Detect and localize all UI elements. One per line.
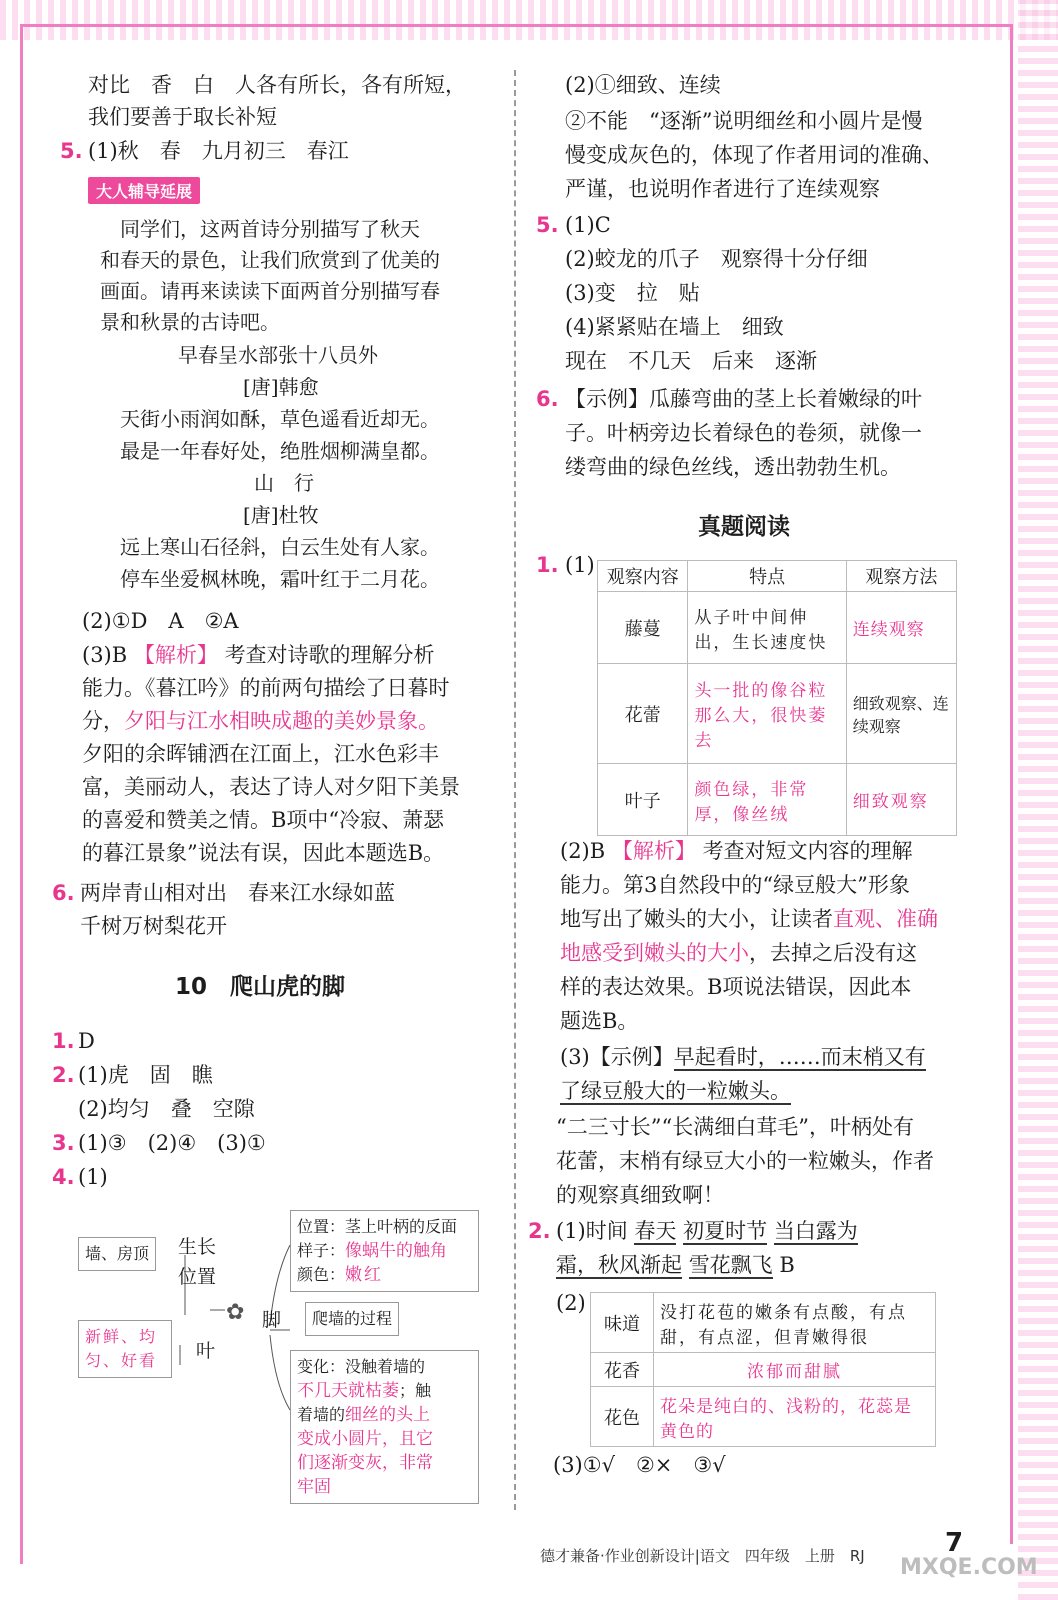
mindmap-handwriting: 们逐渐变灰，非常 — [297, 1453, 433, 1473]
analysis-highlight: 直观、准确 — [833, 907, 938, 931]
mindmap-node-grow: 生长 — [178, 1236, 217, 1258]
answer-line: 缕弯曲的绿色丝线，透出勃勃生机。 — [565, 455, 901, 479]
mindmap-node-leaf: 叶 — [196, 1340, 216, 1362]
answer-line — [556, 1216, 858, 1246]
table-cell: 浓郁而甜腻 — [654, 1353, 936, 1387]
mindmap-handwriting: 像蜗牛的触角 — [345, 1241, 448, 1261]
table-cell: 叶子 — [598, 764, 688, 836]
table-row — [598, 592, 957, 664]
question-number: 4. — [52, 1165, 75, 1189]
answer-line: (1)③ (2)④ (3)① — [78, 1131, 266, 1155]
table-header: 观察内容 — [598, 561, 688, 592]
table-cell: 花蕾 — [598, 664, 688, 764]
answer-line: 严谨，也说明作者进行了连续观察 — [565, 177, 880, 201]
question-number: 2. — [528, 1219, 551, 1243]
analysis-line — [560, 938, 917, 968]
poem-line: 远上寒山石径斜，白云生处有人家。 — [120, 535, 440, 559]
mindmap-text — [297, 1403, 472, 1427]
guide-line: 同学们，这两首诗分别描写了秋天 — [100, 217, 420, 241]
mindmap-box-position — [290, 1210, 479, 1292]
analysis-line — [560, 904, 938, 934]
analysis-line — [560, 836, 913, 866]
answer-line — [82, 640, 435, 670]
answer-line: (3)变 拉 贴 — [565, 281, 700, 305]
lesson-title: 10 爬山虎的脚 — [175, 974, 346, 1000]
analysis-highlight: 夕阳与江水相映成趣的美妙景象。 — [124, 709, 439, 733]
answer-line: (4)紧紧贴在墙上 细致 — [565, 315, 784, 339]
answer-line: 对比 香 白 人各有所长，各有所短， — [88, 73, 466, 97]
analysis-text: 分， — [82, 709, 124, 733]
table-header: 观察方法 — [846, 561, 956, 592]
table-cell: 没打花苞的嫩条有点酸，有点甜，有点涩，但青嫩得很 — [654, 1293, 936, 1353]
table-cell: 颜色绿，非常厚，像丝绒 — [688, 764, 846, 836]
question-number: 5. — [536, 213, 559, 237]
answer-line: D — [78, 1029, 95, 1053]
analysis-line: 样的表达效果。B项说法错误，因此本 — [560, 975, 912, 999]
table-cell: 藤蔓 — [598, 592, 688, 664]
underlined-text: 当白露为 — [773, 1219, 858, 1243]
answer-line: (2) — [556, 1291, 586, 1315]
answer-line: 的观察真细致啊！ — [556, 1183, 724, 1207]
mindmap-node-position: 位置 — [178, 1266, 217, 1288]
analysis-line: 的暮江景象”说法有误，因此本题选B。 — [82, 841, 445, 865]
answer-line: (1) — [565, 553, 595, 577]
underlined-text: 初夏时节 — [683, 1219, 768, 1243]
mindmap-text — [297, 1239, 472, 1263]
section-title: 真题阅读 — [698, 514, 790, 540]
table-row — [598, 664, 957, 764]
page-number: 7 — [945, 1528, 964, 1558]
table-cell: 头一批的像谷粒那么大，很快萎去 — [688, 664, 846, 764]
table-cell: 味道 — [591, 1293, 654, 1353]
flower-icon: ✿ — [226, 1300, 245, 1325]
table-row — [591, 1353, 936, 1387]
poem-line: 最是一年春好处，绝胜烟柳满皇都。 — [120, 439, 440, 463]
example-tag: (3)【示例】 — [560, 1045, 674, 1069]
analysis-highlight: 地感受到嫩头的大小 — [560, 941, 749, 965]
table-row — [591, 1293, 936, 1353]
table-row — [598, 764, 957, 836]
table-header-row — [598, 561, 957, 592]
answer-line: 千树万树梨花开 — [80, 914, 227, 938]
answer-line: 我们要善于取长补短 — [88, 105, 277, 129]
mindmap-text: 位置：茎上叶柄的反面 — [297, 1217, 458, 1236]
footer-text: 德才兼备·作业创新设计|语文 四年级 上册 RJ — [540, 1547, 865, 1565]
answer-line: (3)①√ ②× ③√ — [553, 1453, 726, 1477]
answer-text: (1)时间 — [556, 1219, 628, 1243]
underlined-text: 春天 — [634, 1219, 677, 1243]
answer-line: 现在 不几天 后来 逐渐 — [565, 349, 817, 373]
mindmap-box-change — [290, 1350, 479, 1504]
answer-line: 慢变成灰色的，体现了作者用词的准确、 — [565, 143, 943, 167]
analysis-text: 考查对短文内容的理解 — [702, 839, 913, 863]
answer-line: (1)秋 春 九月初三 春江 — [88, 139, 349, 163]
mindmap-node-wall: 墙、房顶 — [78, 1237, 156, 1271]
answer-line — [556, 1250, 795, 1280]
table-cell: 花色 — [591, 1387, 654, 1447]
guide-line: 景和秋景的古诗吧。 — [100, 310, 280, 334]
answer-line: ②不能 “逐渐”说明细丝和小圆片是慢 — [565, 109, 923, 133]
flower-table — [590, 1292, 936, 1447]
mindmap-handwriting: 牢固 — [297, 1477, 331, 1497]
analysis-text: ，去掉之后没有这 — [749, 941, 917, 965]
table-cell: 花香 — [591, 1353, 654, 1387]
answer-line: “二三寸长”“长满细白茸毛”，叶柄处有 — [556, 1115, 914, 1139]
table-cell: 连续观察 — [846, 592, 956, 664]
frame-line-right — [1010, 24, 1013, 1544]
answer-line: 【示例】瓜藤弯曲的茎上长着嫩绿的叶 — [565, 387, 922, 411]
underlined-text: 早起看时，……而末梢又有 — [673, 1045, 926, 1069]
decorative-border-top — [0, 0, 1058, 40]
question-number: 1. — [52, 1029, 75, 1053]
question-number: 6. — [52, 881, 75, 905]
poem-title: 早春呈水部张十八员外 — [178, 343, 378, 367]
table-header: 特点 — [688, 561, 846, 592]
question-number: 2. — [52, 1063, 75, 1087]
answer-choice: B — [779, 1253, 795, 1277]
mindmap-handwriting: 不几天就枯萎 — [297, 1381, 399, 1401]
table-cell: 细致观察、连续观察 — [846, 664, 956, 764]
underlined-text: 雪花飘飞 — [688, 1253, 773, 1277]
analysis-line: 能力。第3自然段中的“绿豆般大”形象 — [560, 873, 910, 897]
table-cell: 细致观察 — [846, 764, 956, 836]
mindmap-handwriting: 嫩红 — [345, 1265, 384, 1285]
answer-line: 两岸青山相对出 春来江水绿如蓝 — [80, 881, 395, 905]
mindmap-text — [297, 1263, 472, 1287]
answer-choice: (3)B — [82, 643, 128, 667]
guide-label: 大人辅导延展 — [88, 177, 200, 204]
analysis-line: 夕阳的余晖铺洒在江面上，江水色彩丰 — [82, 742, 439, 766]
answer-line: 花蕾，末梢有绿豆大小的一粒嫩头，作者 — [556, 1149, 934, 1173]
answer-line: 子。叶柄旁边长着绿色的卷须，就像一 — [565, 421, 922, 445]
answer-line: (2)蛟龙的爪子 观察得十分仔细 — [565, 247, 868, 271]
mindmap-node-climb: 爬墙的过程 — [305, 1302, 399, 1336]
question-number: 1. — [536, 553, 559, 577]
answer-choice: (2)B — [560, 839, 606, 863]
analysis-text: 考查对诗歌的理解分析 — [224, 643, 435, 667]
question-number: 5. — [60, 139, 83, 163]
answer-line — [560, 1042, 926, 1072]
mindmap-handwriting: 细丝的头上 — [345, 1405, 431, 1425]
underlined-text: 霜，秋风渐起 — [556, 1253, 682, 1277]
answer-line: (1)C — [565, 213, 611, 237]
frame-line-top — [20, 24, 1010, 27]
analysis-text: 地写出了嫩头的大小，让读者 — [560, 907, 833, 931]
poem-line: 天街小雨润如酥，草色遥看近却无。 — [120, 407, 440, 431]
frame-line-left — [20, 24, 23, 1564]
analysis-line — [82, 706, 439, 736]
underlined-text: 了绿豆般大的一粒嫩头。 — [560, 1079, 791, 1103]
answer-line — [560, 1076, 791, 1106]
mindmap-label: 样子： — [297, 1241, 346, 1260]
mindmap-node-foot: 脚 — [262, 1309, 282, 1331]
analysis-line: 能力。《暮江吟》的前两句描绘了日暮时 — [82, 676, 450, 700]
answer-line: (2)均匀 叠 空隙 — [78, 1097, 255, 1121]
analysis-line: 富，美丽动人，表达了诗人对夕阳下美景 — [82, 775, 460, 799]
mindmap-text — [297, 1379, 472, 1403]
analysis-tag: 【解析】 — [611, 839, 696, 863]
column-divider — [514, 70, 516, 1510]
analysis-tag: 【解析】 — [133, 643, 218, 667]
poem-line: 停车坐爱枫林晚，霜叶红于二月花。 — [120, 567, 440, 591]
answer-line: (1)虎 固 瞧 — [78, 1063, 213, 1087]
answer-line: (2)①细致、连续 — [565, 73, 721, 97]
table-cell: 花朵是纯白的、浅粉的，花蕊是黄色的 — [654, 1387, 936, 1447]
analysis-line: 题选B。 — [560, 1009, 639, 1033]
observation-table — [597, 560, 957, 836]
mindmap-node-fresh: 新鲜、均匀、好看 — [78, 1320, 172, 1378]
decorative-border-right — [1018, 0, 1058, 1600]
table-row — [591, 1387, 936, 1447]
mindmap-text: 变化：没触着墙的 — [297, 1357, 426, 1376]
table-cell: 从子叶中间伸出，生长速度快 — [688, 592, 846, 664]
poem-title: 山 行 — [254, 471, 314, 495]
analysis-line: 的喜爱和赞美之情。B项中“冷寂、萧瑟 — [82, 808, 445, 832]
poem-author: [唐]韩愈 — [243, 375, 319, 399]
mindmap-handwriting: 变成小圆片，且它 — [297, 1429, 433, 1449]
guide-line: 和春天的景色，让我们欣赏到了优美的 — [100, 248, 440, 272]
poem-author: [唐]杜牧 — [243, 503, 319, 527]
guide-line: 画面。请再来读读下面两首分别描写春 — [100, 279, 440, 303]
answer-line: (2)①D A ②A — [82, 609, 239, 633]
mindmap-label: 颜色： — [297, 1265, 346, 1284]
question-number: 6. — [536, 387, 559, 411]
question-number: 3. — [52, 1131, 75, 1155]
mindmap-lines — [150, 1215, 300, 1515]
watermark: MXQE.COM — [900, 1555, 1038, 1580]
mindmap-label: 着墙的 — [297, 1405, 346, 1424]
answer-line: (1) — [78, 1165, 108, 1189]
mindmap-label: ；触 — [399, 1381, 432, 1400]
